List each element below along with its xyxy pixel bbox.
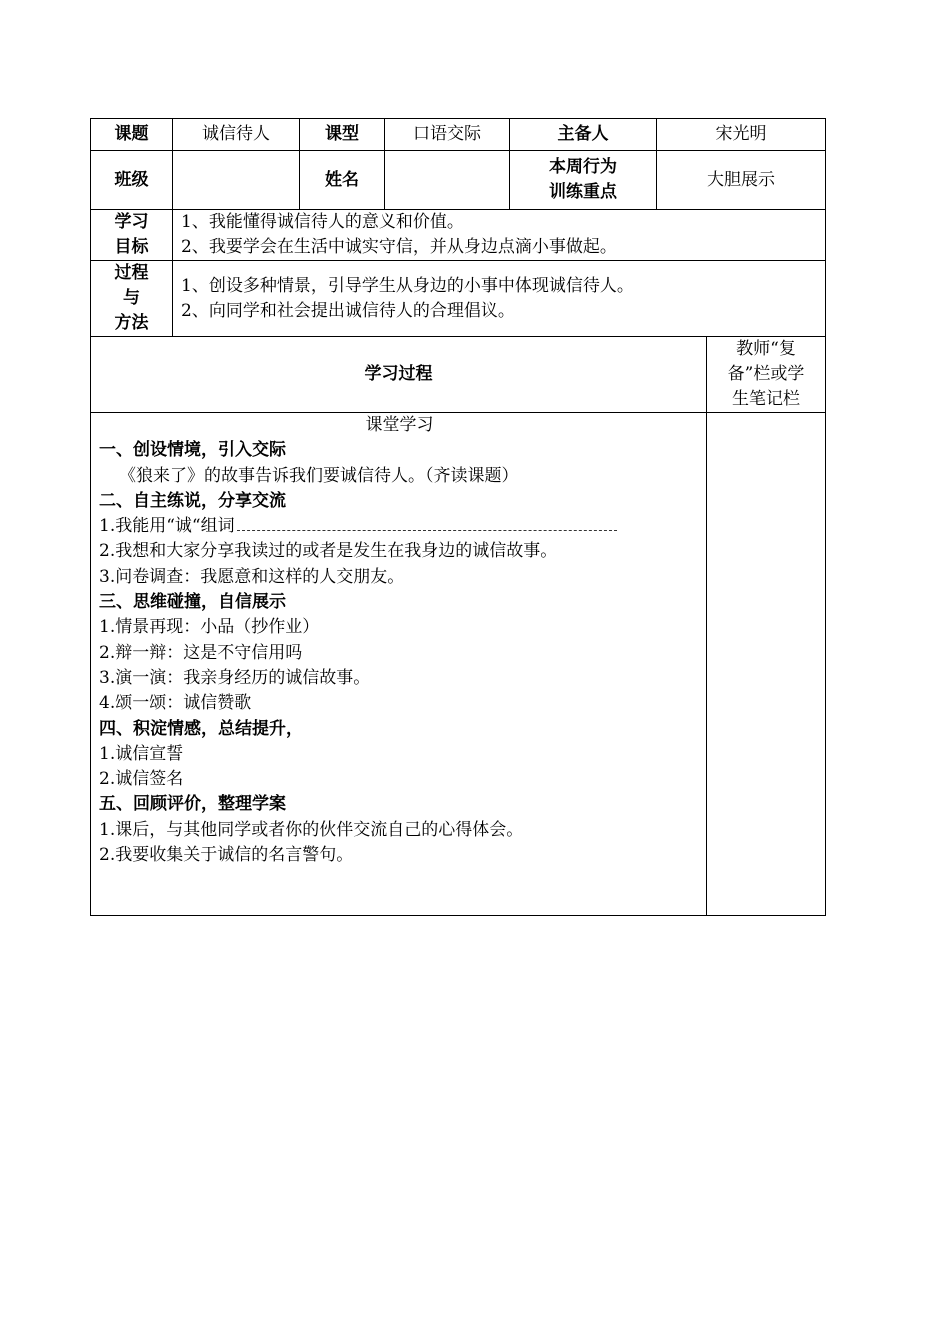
process-heading: 学习过程 bbox=[91, 337, 707, 413]
section-title: 五、回顾评价，整理学案 bbox=[99, 794, 286, 815]
name-label: 姓名 bbox=[300, 151, 385, 210]
lesson-plan-table bbox=[90, 118, 826, 916]
objectives-label-line1: 学习 bbox=[114, 212, 149, 232]
objectives-label-line2: 目标 bbox=[114, 237, 149, 257]
section-title: 二、自主练说，分享交流 bbox=[99, 490, 286, 511]
notes-heading-line2: 备”栏或学 bbox=[727, 364, 805, 384]
section-line: 《狼来了》的故事告诉我们要诚信待人。（齐读课题） bbox=[119, 465, 519, 486]
section-line: 2.我想和大家分享我读过的或者是发生在我身边的诚信故事。 bbox=[99, 541, 558, 562]
focus-label bbox=[510, 151, 657, 210]
section-line: 4.颂一颂：诚信赞歌 bbox=[99, 693, 252, 714]
section-line: 3.问卷调查：我愿意和这样的人交朋友。 bbox=[99, 566, 405, 587]
notes-heading bbox=[707, 337, 826, 413]
section-line-with-blank bbox=[99, 514, 700, 539]
section-line: 1.课后，与其他同学或者你的伙伴交流自己的心得体会。 bbox=[99, 819, 524, 840]
objectives-content bbox=[173, 210, 826, 261]
objective-item: 1、我能懂得诚信待人的意义和价值。 bbox=[181, 212, 464, 232]
preparer-value: 宋光明 bbox=[657, 119, 826, 151]
topic-label: 课题 bbox=[91, 119, 173, 151]
header-row-1 bbox=[91, 119, 826, 151]
notes-heading-line1: 教师“复 bbox=[736, 339, 796, 359]
preparer-label: 主备人 bbox=[510, 119, 657, 151]
section-title: 四、积淀情感，总结提升， bbox=[99, 718, 303, 739]
focus-label-line1: 本周行为 bbox=[549, 157, 617, 177]
methods-row bbox=[91, 261, 826, 337]
section-line: 1.诚信宣誓 bbox=[99, 743, 184, 764]
header-row-2 bbox=[91, 151, 826, 210]
fill-in-blank[interactable] bbox=[237, 514, 617, 531]
topic-value: 诚信待人 bbox=[173, 119, 300, 151]
section-line: 1.我能用“诚“组词 bbox=[99, 516, 235, 537]
class-study-title: 课堂学习 bbox=[365, 415, 434, 435]
name-value[interactable] bbox=[385, 151, 510, 210]
methods-label-line1: 过程 bbox=[114, 263, 149, 283]
process-content bbox=[91, 413, 707, 916]
methods-content bbox=[173, 261, 826, 337]
class-value[interactable] bbox=[173, 151, 300, 210]
type-label: 课型 bbox=[300, 119, 385, 151]
notes-column[interactable] bbox=[707, 413, 826, 916]
method-item: 1、创设多种情景，引导学生从身边的小事中体现诚信待人。 bbox=[181, 275, 634, 296]
section-title: 一、创设情境，引入交际 bbox=[99, 440, 286, 461]
section-line: 3.演一演：我亲身经历的诚信故事。 bbox=[99, 667, 371, 688]
methods-label-line2: 与 bbox=[123, 288, 140, 308]
objective-item: 2、我要学会在生活中诚实守信，并从身边点滴小事做起。 bbox=[181, 237, 617, 257]
process-header-row bbox=[91, 337, 826, 413]
process-content-row bbox=[91, 413, 826, 916]
section-title: 三、思维碰撞，自信展示 bbox=[99, 592, 286, 613]
section-line: 2.诚信签名 bbox=[99, 769, 184, 790]
lesson-plan-sheet bbox=[90, 118, 825, 916]
section-line: 1.情景再现：小品（抄作业） bbox=[99, 617, 320, 638]
methods-label bbox=[91, 261, 173, 337]
notes-heading-line3: 生笔记栏 bbox=[732, 389, 800, 409]
objectives-row bbox=[91, 210, 826, 261]
section-line: 2.我要收集关于诚信的名言警句。 bbox=[99, 845, 354, 866]
focus-value: 大胆展示 bbox=[657, 151, 826, 210]
focus-label-line2: 训练重点 bbox=[549, 182, 617, 202]
method-item: 2、向同学和社会提出诚信待人的合理倡议。 bbox=[181, 300, 515, 321]
section-line: 2.辩一辩：这是不守信用吗 bbox=[99, 642, 303, 663]
type-value: 口语交际 bbox=[385, 119, 510, 151]
class-label: 班级 bbox=[91, 151, 173, 210]
objectives-label bbox=[91, 210, 173, 261]
methods-label-line3: 方法 bbox=[114, 313, 149, 333]
